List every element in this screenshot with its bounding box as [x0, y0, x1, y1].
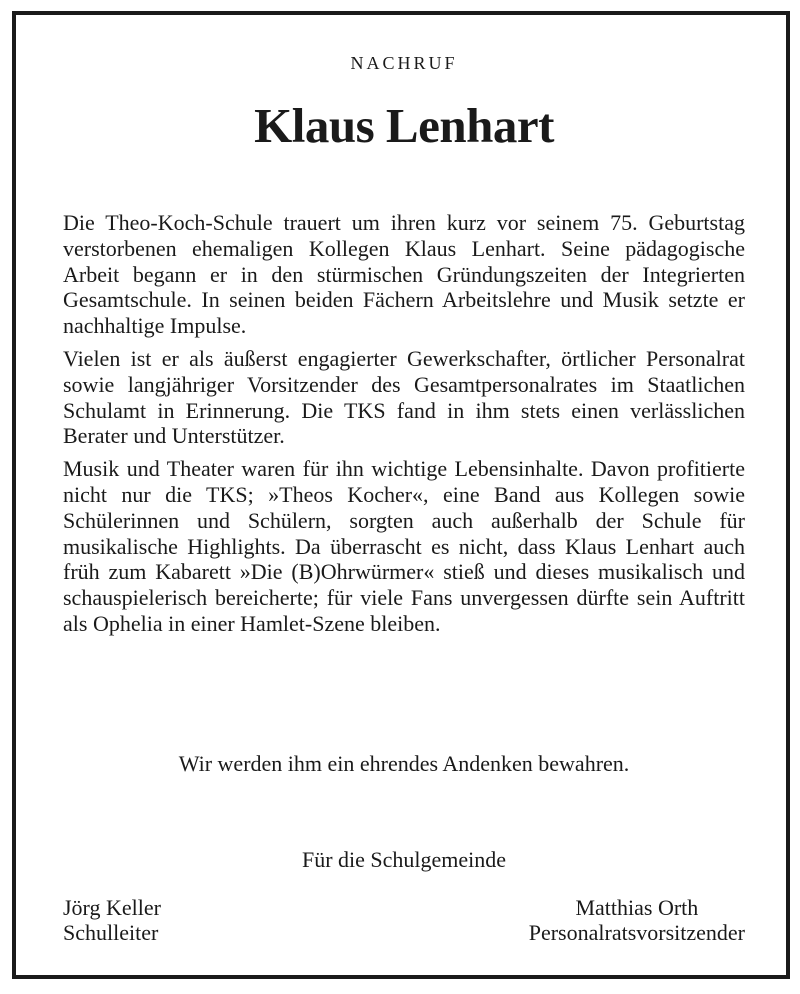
signatory-role: Schulleiter	[63, 920, 159, 945]
obituary-frame	[12, 11, 790, 979]
signature-right	[529, 895, 745, 945]
closing-line: Wir werden ihm ein ehrendes Andenken bewahren.	[178, 751, 630, 776]
deceased-name: Klaus Lenhart	[254, 98, 554, 153]
on-behalf-line: Für die Schulgemeinde	[301, 847, 507, 872]
signatory-role: Personalratsvorsitzender	[528, 920, 745, 945]
signatory-name: Jörg Keller	[63, 895, 161, 920]
body-paragraph: Musik und Theater waren für ihn wichtige Lebensinhalte. Davon profitierte nicht nur die TKS; »Theos Kocher«, eine Band aus Kollegen sowie Schülerinnen und Schülern, sorgten auch außerhalb der Schule für musikalische Highlights. Da überrascht es nicht, dass Klaus Lenhart auch früh zum Kabarett »Die (B)Ohrwürmer« stieß und dieses musikalisch und schauspielerisch bereicherte; für viele Fans unvergessen dürfte sein Auftritt als Ophelia in einer Hamlet-Szene bleiben.	[63, 456, 745, 636]
body-paragraph: Die Theo-Koch-Schule trauert um ihren kurz vor seinem 75. Geburtstag verstorbenen ehemaligen Kollegen Klaus Lenhart. Seine pädagogische Arbeit begann er in den stürmischen Gründungszeiten der Integrierten Gesamtschule. In seinen beiden Fächern Arbeitslehre und Musik setzte er nachhaltige Impulse.	[63, 210, 745, 339]
signature-left	[63, 895, 161, 945]
obituary-body	[63, 210, 745, 644]
signatory-name: Matthias Orth	[575, 895, 699, 920]
obituary-content	[63, 15, 745, 975]
body-paragraph: Vielen ist er als äußerst engagierter Gewerkschafter, örtlicher Personalrat sowie langjähriger Vorsitzender des Gesamtpersonalrates im Staatlichen Schulamt in Erinnerung. Die TKS fand in ihm stets einen verlässlichen Berater und Unterstützer.	[63, 345, 745, 449]
obituary-kicker: NACHRUF	[350, 53, 458, 73]
